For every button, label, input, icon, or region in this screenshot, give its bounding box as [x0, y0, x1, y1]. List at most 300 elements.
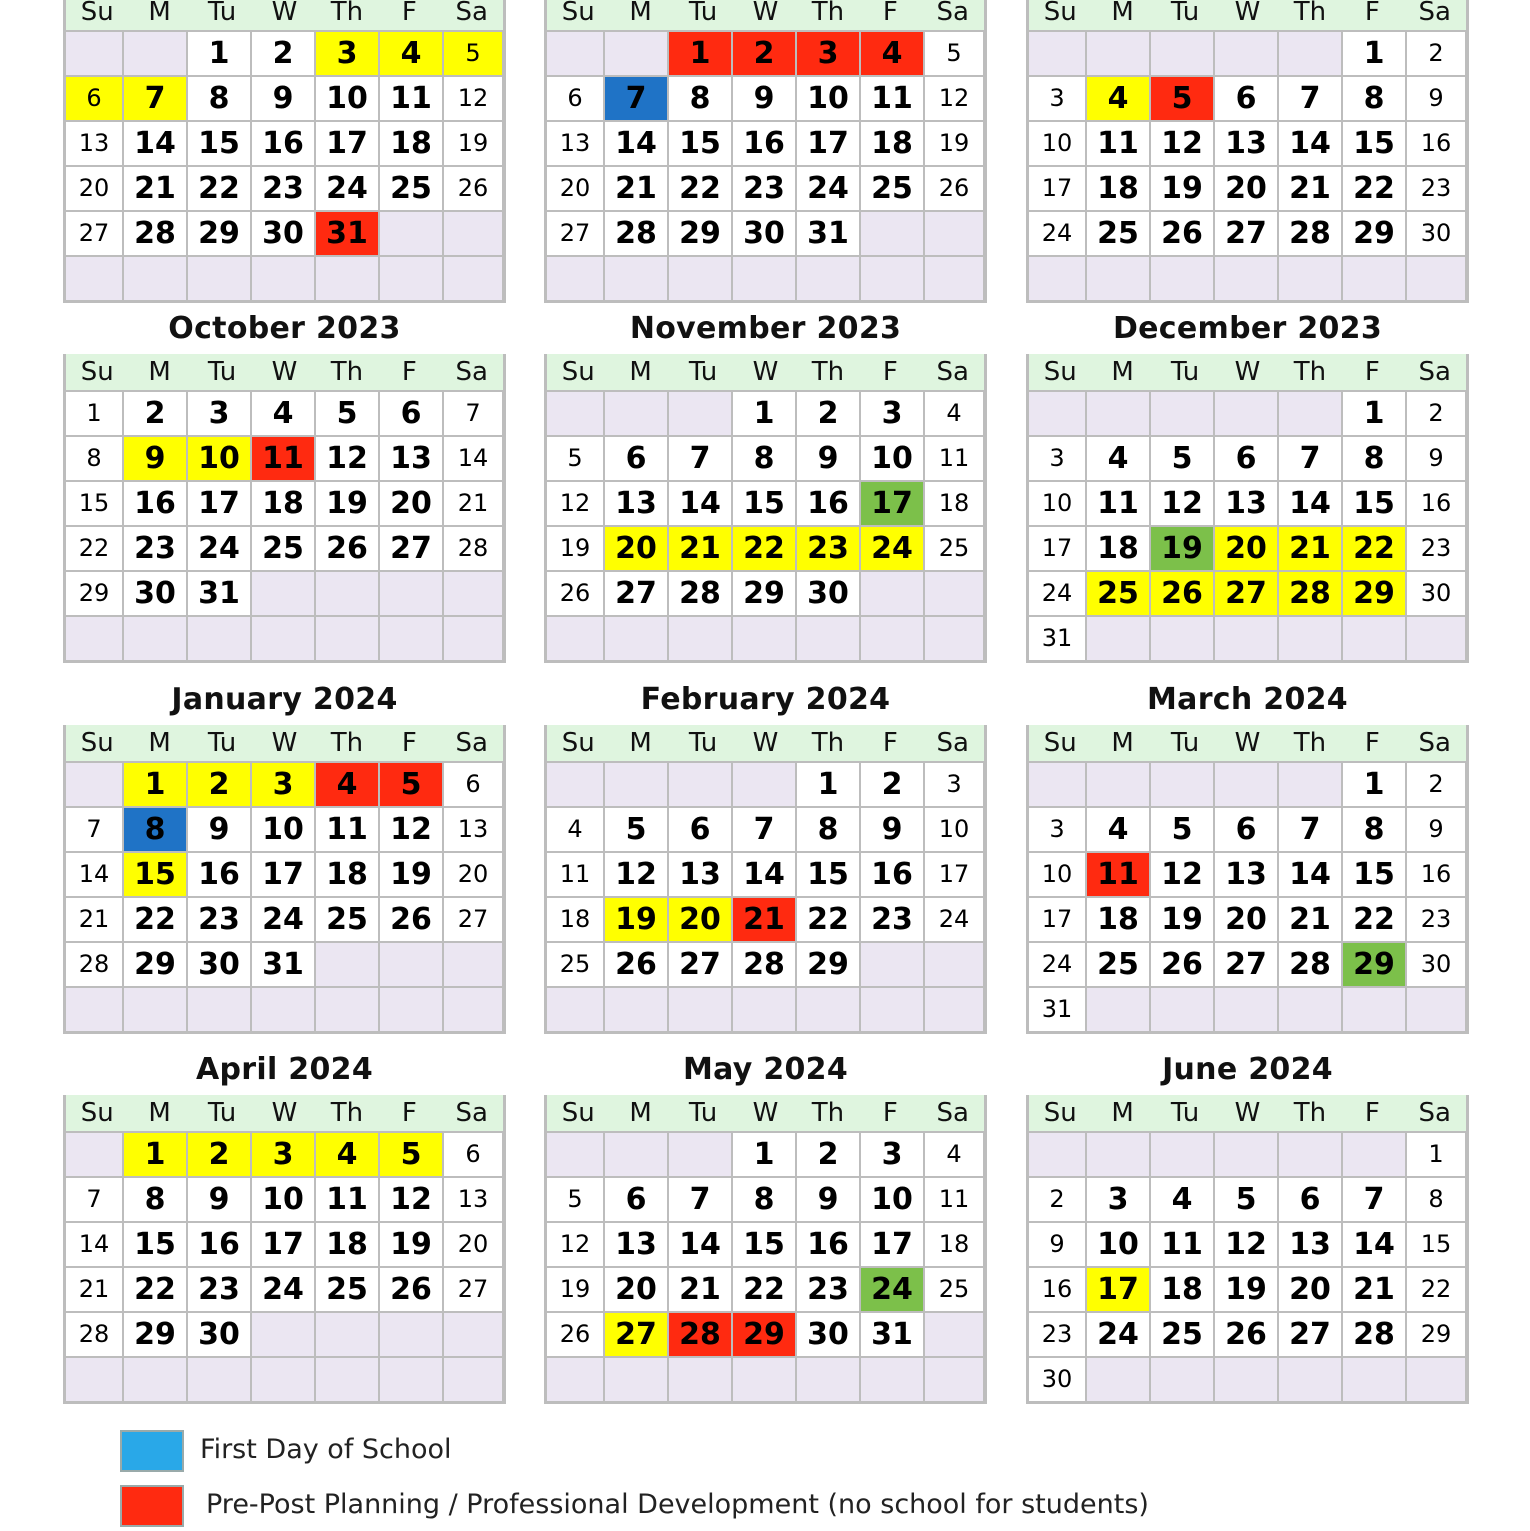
month-title: February 2024: [640, 682, 891, 717]
day-cell: 5: [316, 392, 378, 435]
day-cell: 18: [316, 1223, 378, 1266]
day-cell: [1215, 763, 1277, 806]
week-row: [547, 943, 984, 986]
day-cell: 12: [1151, 853, 1213, 896]
weekday-header: Su: [561, 1098, 595, 1128]
day-cell: 6: [1215, 808, 1277, 851]
day-cell: 30: [797, 572, 859, 615]
day-cell: 27: [605, 1313, 667, 1356]
week-row: [66, 1268, 503, 1311]
week-row: [66, 77, 503, 120]
day-cell: 16: [1407, 482, 1465, 525]
week-row: [547, 1223, 984, 1266]
day-cell: 9: [188, 1178, 250, 1221]
day-cell: 25: [1087, 212, 1149, 255]
day-cell: 31: [861, 1313, 923, 1356]
weekday-header: Tu: [1170, 0, 1200, 27]
day-cell: 18: [1087, 167, 1149, 210]
day-cell: 27: [66, 212, 122, 255]
week-row: [1029, 392, 1466, 435]
day-cell: 15: [1343, 482, 1405, 525]
week-row: [1029, 1178, 1466, 1221]
weekday-header: Tu: [207, 357, 237, 387]
day-cell: 14: [733, 853, 795, 896]
day-cell: [444, 572, 502, 615]
day-cell: [1279, 1133, 1341, 1176]
day-cell: 1: [797, 763, 859, 806]
week-row: [66, 437, 503, 480]
week-row: [1029, 167, 1466, 210]
weekday-header: Tu: [688, 357, 718, 387]
day-cell: 14: [605, 122, 667, 165]
day-cell: 29: [1407, 1313, 1465, 1356]
day-cell: 23: [733, 167, 795, 210]
day-cell: [1343, 1133, 1405, 1176]
day-cell: [444, 257, 502, 300]
day-cell: 18: [1087, 527, 1149, 570]
week-row: [547, 527, 984, 570]
day-cell: 7: [1343, 1178, 1405, 1221]
day-cell: 19: [380, 1223, 442, 1266]
day-cell: [444, 1313, 502, 1356]
day-cell: 4: [1151, 1178, 1213, 1221]
day-cell: [1343, 1358, 1405, 1401]
day-cell: 6: [66, 77, 122, 120]
day-cell: 31: [188, 572, 250, 615]
day-cell: 1: [1343, 32, 1405, 75]
day-cell: [1029, 763, 1085, 806]
day-cell: 23: [1407, 167, 1465, 210]
day-cell: 13: [547, 122, 603, 165]
day-cell: 28: [733, 943, 795, 986]
weekday-header: Su: [561, 357, 595, 387]
day-cell: [1215, 257, 1277, 300]
day-cell: 23: [861, 898, 923, 941]
day-cell: 12: [380, 808, 442, 851]
day-cell: 3: [1087, 1178, 1149, 1221]
day-cell: 6: [605, 437, 667, 480]
day-cell: 3: [797, 32, 859, 75]
day-cell: 23: [188, 1268, 250, 1311]
weekday-header: Tu: [1170, 1098, 1200, 1128]
day-cell: [925, 1313, 983, 1356]
day-cell: 3: [861, 1133, 923, 1176]
weekday-header: Tu: [688, 1098, 718, 1128]
day-cell: 14: [124, 122, 186, 165]
day-cell: 28: [1279, 212, 1341, 255]
day-cell: [547, 617, 603, 660]
day-cell: 4: [1087, 437, 1149, 480]
day-cell: 21: [1343, 1268, 1405, 1311]
weekday-header-row: [547, 1095, 984, 1131]
day-cell: 20: [669, 898, 731, 941]
day-cell: [124, 988, 186, 1031]
day-cell: 8: [669, 77, 731, 120]
legend-item-planning: [120, 1485, 1220, 1531]
day-cell: [1343, 257, 1405, 300]
day-cell: 11: [1087, 122, 1149, 165]
day-cell: 18: [1087, 898, 1149, 941]
weekday-header: F: [882, 0, 898, 27]
day-cell: 23: [252, 167, 314, 210]
day-cell: 23: [124, 527, 186, 570]
week-row: [1029, 808, 1466, 851]
day-cell: 14: [669, 482, 731, 525]
weekday-header: M: [1111, 0, 1134, 27]
day-cell: [1215, 32, 1277, 75]
day-cell: 20: [605, 527, 667, 570]
day-cell: [547, 1133, 603, 1176]
day-cell: [605, 1133, 667, 1176]
day-cell: [1279, 257, 1341, 300]
day-cell: 31: [1029, 988, 1085, 1031]
day-cell: 30: [1029, 1358, 1085, 1401]
day-cell: 28: [66, 1313, 122, 1356]
week-row: [66, 527, 503, 570]
day-cell: 11: [925, 437, 983, 480]
week-row: [66, 763, 503, 806]
day-cell: 19: [444, 122, 502, 165]
day-cell: 15: [1343, 122, 1405, 165]
weekday-header-row: [547, 354, 984, 390]
day-cell: 21: [669, 527, 731, 570]
day-cell: 17: [861, 482, 923, 525]
month-grid: [544, 354, 987, 663]
day-cell: 27: [1279, 1313, 1341, 1356]
day-cell: 30: [252, 212, 314, 255]
day-cell: [124, 257, 186, 300]
weekday-header: W: [271, 728, 298, 758]
day-cell: 10: [861, 1178, 923, 1221]
day-cell: 1: [66, 392, 122, 435]
day-cell: [1215, 392, 1277, 435]
day-cell: [316, 617, 378, 660]
weekday-header: Sa: [1418, 357, 1451, 387]
day-cell: 28: [124, 212, 186, 255]
day-cell: 2: [797, 1133, 859, 1176]
day-cell: 13: [1215, 482, 1277, 525]
day-cell: [1151, 1133, 1213, 1176]
day-cell: 1: [1343, 763, 1405, 806]
day-cell: 14: [444, 437, 502, 480]
month-grid: [544, 1095, 987, 1404]
week-row: [547, 898, 984, 941]
day-cell: 18: [925, 482, 983, 525]
day-cell: 26: [547, 1313, 603, 1356]
day-cell: [380, 943, 442, 986]
day-cell: 12: [316, 437, 378, 480]
day-cell: [1151, 257, 1213, 300]
day-cell: [861, 257, 923, 300]
week-row: [1029, 853, 1466, 896]
day-cell: 2: [1407, 392, 1465, 435]
month-grid: [1026, 354, 1469, 663]
weekday-header: Sa: [1418, 0, 1451, 27]
day-cell: [380, 1313, 442, 1356]
week-row: [1029, 527, 1466, 570]
day-cell: [925, 257, 983, 300]
day-cell: [1029, 392, 1085, 435]
month-title: November 2023: [629, 311, 902, 346]
day-cell: [252, 617, 314, 660]
day-cell: 8: [188, 77, 250, 120]
week-row: [66, 167, 503, 210]
month-grid: [1026, 1095, 1469, 1404]
week-row: [547, 617, 984, 660]
day-cell: 5: [1151, 437, 1213, 480]
day-cell: [188, 1358, 250, 1401]
weekday-header: W: [271, 1098, 298, 1128]
day-cell: [733, 257, 795, 300]
day-cell: [252, 257, 314, 300]
day-cell: 20: [66, 167, 122, 210]
weekday-header: W: [1234, 357, 1261, 387]
month-title: December 2023: [1112, 311, 1383, 346]
weekday-header: Su: [80, 357, 114, 387]
day-cell: 10: [252, 808, 314, 851]
day-cell: 4: [316, 763, 378, 806]
day-cell: [925, 943, 983, 986]
day-cell: [547, 988, 603, 1031]
day-cell: 19: [316, 482, 378, 525]
day-cell: [1087, 1133, 1149, 1176]
day-cell: 14: [66, 1223, 122, 1266]
day-cell: [1151, 763, 1213, 806]
weekday-header: Su: [80, 1098, 114, 1128]
weekday-header: M: [148, 0, 171, 27]
day-cell: 12: [547, 482, 603, 525]
day-cell: 10: [188, 437, 250, 480]
week-row: [547, 482, 984, 525]
week-row: [1029, 1358, 1466, 1401]
day-cell: [547, 257, 603, 300]
week-row: [66, 808, 503, 851]
week-row: [1029, 988, 1466, 1031]
week-row: [66, 1223, 503, 1266]
weekday-header: F: [882, 1098, 898, 1128]
day-cell: [925, 212, 983, 255]
day-cell: [252, 1358, 314, 1401]
day-cell: 6: [444, 1133, 502, 1176]
day-cell: 16: [1407, 853, 1465, 896]
day-cell: 29: [188, 212, 250, 255]
legend-label: First Day of School: [200, 1434, 452, 1465]
day-cell: 7: [733, 808, 795, 851]
day-cell: 12: [1151, 482, 1213, 525]
week-row: [1029, 763, 1466, 806]
day-cell: 27: [444, 1268, 502, 1311]
day-cell: 27: [380, 527, 442, 570]
day-cell: 15: [733, 482, 795, 525]
weekday-header: M: [1111, 1098, 1134, 1128]
weekday-header: W: [752, 1098, 779, 1128]
day-cell: 19: [925, 122, 983, 165]
weekday-header: W: [271, 357, 298, 387]
day-cell: 8: [124, 808, 186, 851]
day-cell: 22: [124, 898, 186, 941]
day-cell: 11: [316, 808, 378, 851]
weekday-header: Su: [1043, 357, 1077, 387]
day-cell: 10: [1029, 853, 1085, 896]
weekday-header: Tu: [207, 0, 237, 27]
day-cell: 13: [1215, 122, 1277, 165]
day-cell: [1087, 392, 1149, 435]
day-cell: 8: [733, 1178, 795, 1221]
weekday-header: F: [1364, 357, 1380, 387]
weekday-header: F: [1364, 728, 1380, 758]
day-cell: 9: [797, 1178, 859, 1221]
day-cell: 2: [188, 1133, 250, 1176]
day-cell: 9: [733, 77, 795, 120]
week-row: [66, 392, 503, 435]
day-cell: 25: [316, 898, 378, 941]
day-cell: 13: [444, 808, 502, 851]
day-cell: 26: [1151, 572, 1213, 615]
day-cell: 19: [547, 1268, 603, 1311]
day-cell: [861, 988, 923, 1031]
day-cell: [1087, 617, 1149, 660]
day-cell: 28: [669, 1313, 731, 1356]
day-cell: 22: [733, 1268, 795, 1311]
day-cell: 29: [797, 943, 859, 986]
day-cell: 16: [733, 122, 795, 165]
day-cell: 24: [797, 167, 859, 210]
day-cell: [66, 988, 122, 1031]
week-row: [1029, 437, 1466, 480]
day-cell: 27: [605, 572, 667, 615]
week-row: [66, 122, 503, 165]
day-cell: 3: [252, 1133, 314, 1176]
day-cell: 22: [66, 527, 122, 570]
day-cell: 4: [1087, 808, 1149, 851]
day-cell: 17: [1029, 167, 1085, 210]
day-cell: [925, 572, 983, 615]
day-cell: 29: [733, 1313, 795, 1356]
day-cell: [547, 763, 603, 806]
day-cell: 30: [797, 1313, 859, 1356]
month-grid: [1026, 0, 1469, 303]
day-cell: 18: [547, 898, 603, 941]
day-cell: 24: [925, 898, 983, 941]
day-cell: 10: [1029, 482, 1085, 525]
weekday-header: Tu: [1170, 728, 1200, 758]
day-cell: 7: [444, 392, 502, 435]
weekday-header: Sa: [1418, 1098, 1451, 1128]
weekday-header: F: [401, 728, 417, 758]
day-cell: 5: [1215, 1178, 1277, 1221]
day-cell: 29: [66, 572, 122, 615]
week-row: [547, 392, 984, 435]
day-cell: 13: [669, 853, 731, 896]
day-cell: 29: [1343, 212, 1405, 255]
day-cell: 17: [252, 1223, 314, 1266]
day-cell: 16: [188, 853, 250, 896]
day-cell: [188, 257, 250, 300]
month-grid: [544, 725, 987, 1034]
day-cell: [1087, 1358, 1149, 1401]
day-cell: 26: [444, 167, 502, 210]
day-cell: 9: [124, 437, 186, 480]
day-cell: 12: [605, 853, 667, 896]
day-cell: 8: [797, 808, 859, 851]
day-cell: [444, 943, 502, 986]
day-cell: [1029, 1133, 1085, 1176]
day-cell: [1151, 1358, 1213, 1401]
weekday-header: Su: [1043, 1098, 1077, 1128]
day-cell: [1151, 392, 1213, 435]
day-cell: 25: [252, 527, 314, 570]
day-cell: 1: [669, 32, 731, 75]
day-cell: 26: [316, 527, 378, 570]
day-cell: 26: [1151, 212, 1213, 255]
day-cell: 24: [316, 167, 378, 210]
day-cell: [380, 988, 442, 1031]
weekday-header: Sa: [936, 0, 969, 27]
day-cell: 22: [188, 167, 250, 210]
week-row: [547, 257, 984, 300]
day-cell: [1279, 32, 1341, 75]
day-cell: [733, 988, 795, 1031]
day-cell: 8: [124, 1178, 186, 1221]
day-cell: 20: [1215, 167, 1277, 210]
day-cell: 24: [1087, 1313, 1149, 1356]
day-cell: [1151, 988, 1213, 1031]
day-cell: 25: [316, 1268, 378, 1311]
week-row: [1029, 212, 1466, 255]
day-cell: 25: [1087, 572, 1149, 615]
month-grid: [1026, 725, 1469, 1034]
week-row: [1029, 77, 1466, 120]
weekday-header: Tu: [207, 1098, 237, 1128]
week-row: [66, 32, 503, 75]
weekday-header-row: [547, 725, 984, 761]
day-cell: 23: [797, 1268, 859, 1311]
weekday-header: Sa: [455, 728, 488, 758]
day-cell: 8: [66, 437, 122, 480]
day-cell: 2: [733, 32, 795, 75]
day-cell: 21: [733, 898, 795, 941]
day-cell: [1407, 617, 1465, 660]
day-cell: [124, 617, 186, 660]
day-cell: 4: [316, 1133, 378, 1176]
day-cell: 19: [547, 527, 603, 570]
day-cell: 6: [547, 77, 603, 120]
day-cell: [1087, 257, 1149, 300]
day-cell: 5: [1151, 77, 1213, 120]
day-cell: [380, 572, 442, 615]
day-cell: 6: [1215, 77, 1277, 120]
day-cell: 25: [380, 167, 442, 210]
day-cell: 25: [547, 943, 603, 986]
day-cell: 20: [1215, 898, 1277, 941]
day-cell: [797, 988, 859, 1031]
day-cell: 12: [925, 77, 983, 120]
day-cell: 2: [1029, 1178, 1085, 1221]
day-cell: 26: [380, 1268, 442, 1311]
day-cell: 29: [1343, 943, 1405, 986]
day-cell: 9: [861, 808, 923, 851]
day-cell: 5: [380, 1133, 442, 1176]
week-row: [547, 32, 984, 75]
day-cell: 11: [547, 853, 603, 896]
week-row: [66, 617, 503, 660]
day-cell: 31: [1029, 617, 1085, 660]
weekday-header-row: [1029, 725, 1466, 761]
day-cell: 12: [547, 1223, 603, 1266]
day-cell: 15: [1343, 853, 1405, 896]
day-cell: 19: [605, 898, 667, 941]
day-cell: 26: [605, 943, 667, 986]
